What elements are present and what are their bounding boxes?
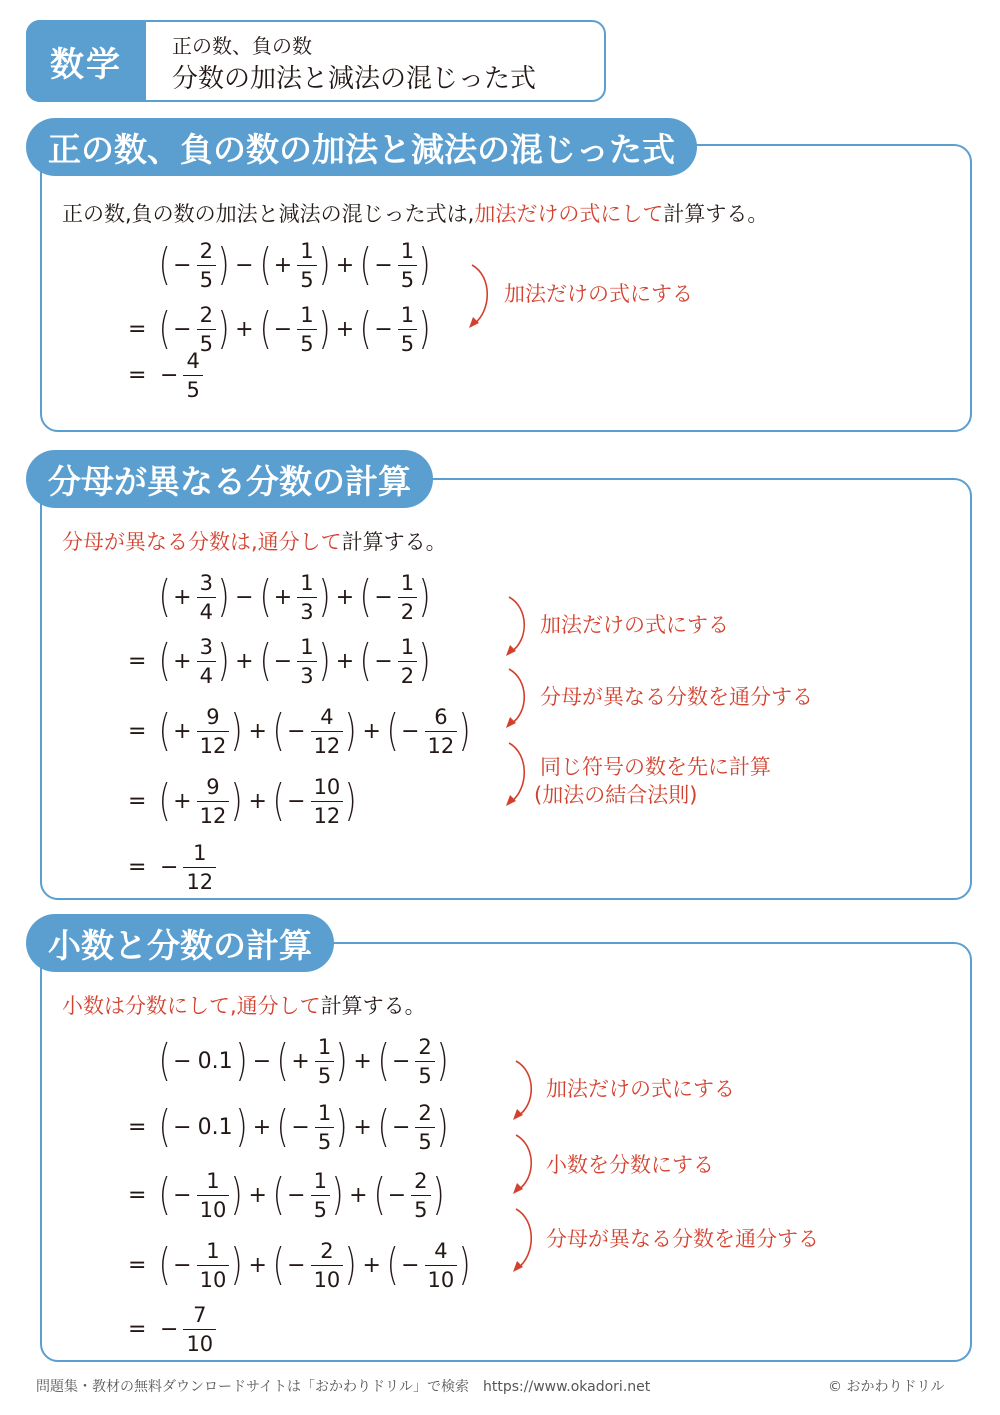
fraction [183, 1303, 216, 1356]
close-paren: ) [344, 705, 357, 756]
operator: + [252, 1114, 272, 1140]
fraction [398, 571, 417, 624]
denominator: 12 [425, 731, 458, 758]
intro-text-end: 計算する。 [341, 530, 447, 554]
denominator: 5 [315, 1127, 334, 1154]
denominator: 2 [398, 597, 417, 624]
numerator: 2 [199, 238, 213, 263]
denominator: 10 [425, 1265, 458, 1292]
sign: + [173, 788, 192, 814]
section-3-note-3: 分母が異なる分数を通分する [546, 1227, 819, 1251]
fraction [398, 303, 417, 356]
numerator: 2 [320, 1238, 334, 1263]
sign: − [391, 1114, 411, 1140]
section-3-note-2: 小数を分数にする [546, 1153, 714, 1177]
open-paren: ( [158, 571, 171, 622]
numerator: 9 [206, 774, 220, 799]
open-paren: ( [259, 635, 272, 686]
numerator: 4 [186, 348, 200, 373]
sign: + [173, 718, 192, 744]
denominator: 10 [311, 1265, 344, 1292]
equation-line [128, 1164, 445, 1226]
open-paren: ( [259, 303, 272, 354]
close-paren: ) [318, 303, 331, 354]
equals-sign: = [128, 1182, 147, 1208]
fraction [297, 635, 316, 688]
numerator: 1 [313, 1168, 327, 1193]
equation-line [128, 1298, 217, 1360]
curved-arrow-icon [466, 262, 496, 332]
footer-site-note: 問題集・教材の無料ダウンロードサイトは「おかわりドリル」で検索 https://www.okadori.net [36, 1379, 651, 1395]
curved-arrow-icon [503, 594, 533, 660]
fraction [197, 571, 216, 624]
section-2-intro [62, 526, 447, 556]
operator: + [235, 316, 254, 342]
sign: − [160, 1316, 179, 1342]
open-paren: ( [373, 1169, 386, 1220]
fraction [197, 1239, 230, 1292]
denominator: 10 [197, 1265, 230, 1292]
operator: + [353, 1114, 372, 1140]
close-paren: ) [217, 635, 230, 686]
sign: + [173, 648, 192, 674]
close-paren: ) [318, 635, 331, 686]
close-paren: ) [344, 775, 357, 826]
fraction [398, 635, 417, 688]
section-2-note-2: 分母が異なる分数を通分する [540, 685, 813, 709]
intro-text-end: 計算する。 [320, 994, 426, 1018]
numerator: 3 [199, 570, 213, 595]
fraction [197, 705, 230, 758]
numerator: 1 [300, 570, 314, 595]
fraction [398, 239, 417, 292]
close-paren: ) [344, 1239, 357, 1290]
numerator: 1 [400, 634, 415, 659]
open-paren: ( [158, 1035, 171, 1086]
sign: − [374, 252, 393, 278]
equals-sign: = [128, 1252, 147, 1278]
equals-sign: = [128, 1316, 147, 1342]
fraction [311, 705, 344, 758]
sign: − [273, 648, 293, 674]
numerator: 10 [313, 774, 341, 799]
equation-line [128, 1030, 449, 1092]
sign: − [173, 1114, 192, 1140]
fraction [197, 635, 216, 688]
sign: − [160, 854, 179, 880]
fraction [311, 775, 344, 828]
numerator: 2 [418, 1100, 432, 1125]
sign: − [173, 1252, 192, 1278]
denominator: 12 [311, 731, 344, 758]
denominator: 5 [297, 329, 316, 356]
open-paren: ( [377, 1101, 390, 1152]
operator: + [235, 648, 254, 674]
sign: − [173, 1048, 192, 1074]
open-paren: ( [359, 303, 372, 354]
numerator: 1 [300, 238, 314, 263]
numerator: 9 [206, 704, 220, 729]
open-paren: ( [359, 571, 372, 622]
denominator: 5 [197, 329, 216, 356]
fraction [183, 841, 216, 894]
open-paren: ( [276, 1101, 289, 1152]
section-3-note-1: 加法だけの式にする [546, 1077, 735, 1101]
sign: + [273, 584, 293, 610]
sign: − [387, 1182, 407, 1208]
numerator: 7 [193, 1302, 207, 1327]
open-paren: ( [158, 239, 171, 290]
section-1-note-1: 加法だけの式にする [504, 282, 693, 306]
numerator: 4 [320, 704, 334, 729]
close-paren: ) [458, 705, 471, 756]
denominator: 5 [297, 265, 316, 292]
fraction [297, 303, 316, 356]
close-paren: ) [230, 775, 243, 826]
equation-line [128, 700, 471, 762]
open-paren: ( [158, 1239, 171, 1290]
equals-sign: = [128, 718, 147, 744]
close-paren: ) [432, 1169, 445, 1220]
operator: + [335, 316, 355, 342]
denominator: 5 [398, 265, 417, 292]
sign: − [374, 584, 393, 610]
denominator: 12 [311, 801, 344, 828]
sign: − [291, 1114, 310, 1140]
fraction [197, 239, 216, 292]
numerator: 1 [206, 1168, 220, 1193]
denominator: 10 [183, 1329, 216, 1356]
fraction [311, 1169, 330, 1222]
sign: − [173, 316, 192, 342]
open-paren: ( [386, 1239, 399, 1290]
operator: + [248, 788, 267, 814]
operator: + [353, 1048, 372, 1074]
section-2-note-4: (加法の結合法則) [534, 783, 698, 807]
operator: + [349, 1182, 368, 1208]
numerator: 2 [199, 302, 213, 327]
curved-arrow-icon [510, 1206, 540, 1276]
numerator: 3 [199, 634, 213, 659]
fraction [297, 239, 316, 292]
open-paren: ( [272, 1169, 285, 1220]
open-paren: ( [158, 705, 171, 756]
equation-line [128, 1096, 449, 1158]
curved-arrow-icon [510, 1058, 540, 1124]
close-paren: ) [235, 1101, 248, 1152]
close-paren: ) [217, 239, 230, 290]
sign: − [374, 648, 393, 674]
open-paren: ( [158, 1101, 171, 1152]
equals-sign: = [128, 648, 147, 674]
denominator: 10 [197, 1195, 230, 1222]
section-3-intro [62, 990, 426, 1020]
operator: − [235, 252, 254, 278]
denominator: 3 [297, 661, 316, 688]
equation-line [128, 630, 431, 692]
open-paren: ( [276, 1035, 289, 1086]
numerator: 1 [317, 1034, 332, 1059]
sign: + [273, 252, 293, 278]
equals-sign: = [128, 854, 147, 880]
open-paren: ( [359, 239, 372, 290]
sign: − [287, 788, 306, 814]
denominator: 5 [398, 329, 417, 356]
close-paren: ) [318, 239, 331, 290]
open-paren: ( [158, 635, 171, 686]
intro-text-end: 計算する。 [663, 202, 769, 226]
numerator: 1 [400, 238, 415, 263]
close-paren: ) [217, 571, 230, 622]
denominator: 4 [197, 597, 216, 624]
curved-arrow-icon [503, 666, 533, 732]
equation-line [128, 1234, 471, 1296]
intro-text: 正の数,負の数の加法と減法の混じった式は, [62, 202, 475, 226]
fraction [197, 775, 230, 828]
open-paren: ( [158, 775, 171, 826]
header-subtitle: 正の数、負の数 [172, 34, 312, 58]
open-paren: ( [158, 1169, 171, 1220]
fraction [183, 349, 202, 402]
operator: + [362, 1252, 381, 1278]
close-paren: ) [230, 1239, 243, 1290]
sign: − [391, 1048, 411, 1074]
numerator: 1 [317, 1100, 332, 1125]
denominator: 12 [197, 731, 230, 758]
subject-tab: 数学 [26, 20, 146, 102]
sign: − [287, 1252, 306, 1278]
close-paren: ) [458, 1239, 471, 1290]
numerator: 1 [206, 1238, 220, 1263]
open-paren: ( [272, 775, 285, 826]
operator: + [335, 648, 355, 674]
operator: − [252, 1048, 272, 1074]
open-paren: ( [359, 635, 372, 686]
close-paren: ) [418, 635, 431, 686]
close-paren: ) [436, 1101, 449, 1152]
operator: + [335, 584, 355, 610]
sign: + [291, 1048, 310, 1074]
denominator: 12 [197, 801, 230, 828]
denominator: 5 [311, 1195, 330, 1222]
fraction [297, 571, 316, 624]
denominator: 3 [297, 597, 316, 624]
numerator: 1 [300, 302, 314, 327]
denominator: 2 [398, 661, 417, 688]
decimal-value: 0.1 [197, 1114, 233, 1140]
equals-sign: = [128, 316, 147, 342]
denominator: 5 [415, 1127, 434, 1154]
footer-copyright: © おかわりドリル [828, 1379, 945, 1395]
close-paren: ) [318, 571, 331, 622]
equals-sign: = [128, 1114, 147, 1140]
intro-highlight: 分母が異なる分数は,通分して [62, 530, 342, 554]
numerator: 2 [414, 1168, 428, 1193]
numerator: 1 [193, 840, 207, 865]
close-paren: ) [335, 1035, 348, 1086]
fraction [415, 1101, 434, 1154]
curved-arrow-icon [503, 740, 533, 810]
operator: − [235, 584, 254, 610]
operator: + [335, 252, 355, 278]
close-paren: ) [217, 303, 230, 354]
close-paren: ) [230, 705, 243, 756]
fraction [411, 1169, 430, 1222]
operator: + [248, 718, 267, 744]
numerator: 4 [434, 1238, 448, 1263]
section-2-label: 分母が異なる分数の計算 [26, 450, 433, 508]
numerator: 6 [434, 704, 448, 729]
fraction [311, 1239, 344, 1292]
numerator: 1 [400, 302, 415, 327]
curved-arrow-icon [510, 1132, 540, 1198]
section-1-intro [62, 198, 768, 228]
sign: − [401, 1252, 420, 1278]
sign: − [287, 718, 306, 744]
close-paren: ) [335, 1101, 348, 1152]
sign: − [374, 316, 393, 342]
fraction [425, 705, 458, 758]
fraction [425, 1239, 458, 1292]
sign: − [401, 718, 420, 744]
sign: − [273, 316, 293, 342]
section-2-note-3: 同じ符号の数を先に計算 [540, 755, 771, 779]
close-paren: ) [436, 1035, 449, 1086]
denominator: 5 [411, 1195, 430, 1222]
equation-line [128, 836, 217, 898]
close-paren: ) [331, 1169, 344, 1220]
equals-sign: = [128, 362, 147, 388]
denominator: 4 [197, 661, 216, 688]
open-paren: ( [158, 303, 171, 354]
section-1-label: 正の数、負の数の加法と減法の混じった式 [26, 118, 697, 176]
open-paren: ( [386, 705, 399, 756]
open-paren: ( [377, 1035, 390, 1086]
fraction [415, 1035, 434, 1088]
numerator: 1 [400, 570, 415, 595]
denominator: 5 [315, 1061, 334, 1088]
fraction [315, 1101, 334, 1154]
equation-line [128, 566, 431, 628]
denominator: 5 [197, 265, 216, 292]
operator: + [362, 718, 381, 744]
open-paren: ( [272, 1239, 285, 1290]
close-paren: ) [235, 1035, 248, 1086]
operator: + [248, 1252, 267, 1278]
denominator: 5 [183, 375, 202, 402]
equals-sign: = [128, 788, 147, 814]
equation-line [128, 770, 357, 832]
sign: − [173, 1182, 192, 1208]
sign: + [173, 584, 192, 610]
operator: + [248, 1182, 267, 1208]
open-paren: ( [259, 571, 272, 622]
fraction [315, 1035, 334, 1088]
close-paren: ) [418, 239, 431, 290]
intro-highlight: 小数は分数にして,通分して [62, 994, 321, 1018]
section-3-label: 小数と分数の計算 [26, 914, 334, 972]
close-paren: ) [418, 571, 431, 622]
sign: − [160, 362, 179, 388]
equation-line [128, 344, 204, 406]
sign: − [173, 252, 192, 278]
section-2-note-1: 加法だけの式にする [540, 613, 729, 637]
open-paren: ( [259, 239, 272, 290]
numerator: 2 [418, 1034, 432, 1059]
header-title: 分数の加法と減法の混じった式 [172, 64, 537, 94]
close-paren: ) [418, 303, 431, 354]
denominator: 5 [415, 1061, 434, 1088]
fraction [197, 1169, 230, 1222]
sign: − [287, 1182, 306, 1208]
open-paren: ( [272, 705, 285, 756]
intro-highlight: 加法だけの式にして [474, 202, 664, 226]
equation-line [128, 234, 431, 296]
denominator: 12 [183, 867, 216, 894]
close-paren: ) [230, 1169, 243, 1220]
decimal-value: 0.1 [197, 1048, 233, 1074]
numerator: 1 [300, 634, 314, 659]
